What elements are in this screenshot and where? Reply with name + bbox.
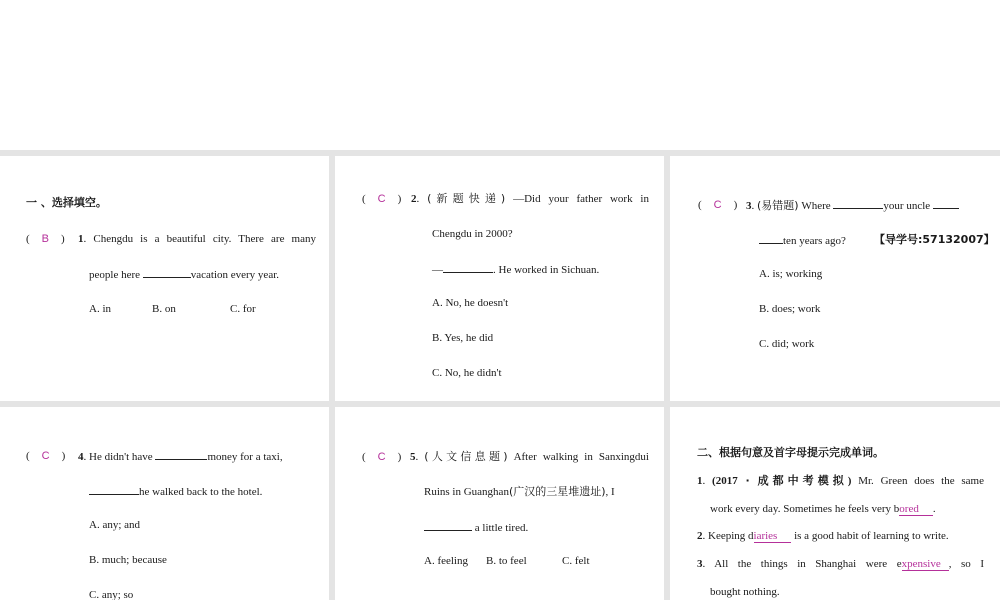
- question-3-blank-1: [833, 198, 883, 209]
- question-2-tag: (新题快递): [427, 192, 506, 205]
- question-3-blank-2b: [759, 233, 783, 244]
- question-4-blank-2: [89, 484, 139, 495]
- question-5-tag: (人文信息题): [424, 450, 508, 463]
- question-5-answer: C: [377, 451, 386, 463]
- section-2-item-1-answer: ored: [899, 503, 933, 516]
- section-2-title: 二、根据句意及首字母提示完成单词。: [697, 446, 884, 459]
- question-4-option-a: A. any; and: [89, 519, 141, 531]
- question-4-line-1: 4. He didn't have money for a taxi,: [78, 451, 283, 463]
- section-2-item-2: 2. Keeping diaries is a good habit of learning to write.: [697, 530, 949, 542]
- question-2-line-1: 2. (新题快递) —Did your father work in: [411, 192, 649, 205]
- question-4-option-b: B. much; because: [89, 554, 167, 566]
- question-2-answer-bracket: ( C ): [362, 193, 402, 205]
- question-1-line-1: 1. Chengdu is a beautiful city. There are many: [78, 233, 316, 245]
- question-2-answer: C: [377, 193, 386, 205]
- question-5-line-3: a little tired.: [424, 520, 528, 535]
- panel-question-4: [0, 407, 329, 600]
- panel-section-2: [670, 407, 1000, 600]
- section-2-item-3-line-2: bought nothing.: [710, 586, 780, 598]
- question-4-answer: C: [41, 450, 50, 462]
- question-1-blank: [143, 267, 191, 278]
- question-4-answer-bracket: ( C ): [26, 450, 66, 462]
- question-5-answer-bracket: ( C ): [362, 451, 402, 463]
- question-1-answer: B: [41, 233, 50, 245]
- section-2-item-3-line-1: 3. All the things in Shanghai were expensive , so I: [697, 558, 984, 570]
- question-3-option-b: B. does; work: [759, 303, 821, 315]
- panel-question-3: [670, 156, 1000, 401]
- question-2-line-3: — . He worked in Sichuan.: [432, 264, 600, 276]
- question-5-option-b: B. to feel: [486, 555, 527, 567]
- question-1-answer-bracket: ( B ): [26, 233, 65, 245]
- question-3-guide-number: 【导学号:57132007】: [874, 233, 995, 246]
- question-1-line-2: people here vacation every year.: [89, 269, 280, 281]
- question-2-blank: [443, 262, 493, 273]
- top-blank-area: [0, 0, 1000, 150]
- question-4-line-2: he walked back to the hotel.: [89, 484, 262, 499]
- panel-question-5: [335, 407, 664, 600]
- question-3-answer: C: [713, 199, 722, 211]
- question-2-option-c: C. No, he didn't: [432, 367, 502, 379]
- question-2-option-a: A. No, he doesn't: [432, 297, 509, 309]
- section-2-item-2-answer: iaries: [754, 530, 792, 543]
- question-5-option-a: A. feeling: [424, 555, 468, 567]
- panel-question-1: [0, 156, 329, 401]
- question-5-line-1: 5. (人文信息题) After walking in Sanxingdui: [410, 450, 649, 463]
- question-3-tag: (易错题): [757, 199, 799, 212]
- question-2-line-2: Chengdu in 2000?: [432, 228, 513, 240]
- section-2-item-1-line-2: work every day. Sometimes he feels very bored .: [710, 503, 936, 515]
- question-5-blank: [424, 520, 472, 531]
- question-3-blank-2a: [933, 198, 959, 209]
- question-2-option-b: B. Yes, he did: [432, 332, 494, 344]
- question-4-option-c: C. any; so: [89, 589, 134, 600]
- question-1-option-a: A. in: [89, 303, 111, 315]
- question-1-option-b: B. on: [152, 303, 176, 315]
- question-3-option-c: C. did; work: [759, 338, 815, 350]
- question-3-line-2: ten years ago?: [759, 233, 846, 248]
- question-5-option-c: C. felt: [562, 555, 590, 567]
- question-3-option-a: A. is; working: [759, 268, 823, 280]
- section-1-title: 一 、选择填空。: [26, 196, 107, 209]
- panel-question-2: [335, 156, 664, 401]
- question-3-line-1: 3. (易错题) Where your uncle: [746, 198, 959, 213]
- question-3-answer-bracket: ( C ): [698, 199, 738, 211]
- question-1-option-c: C. for: [230, 303, 256, 315]
- section-2-item-3-answer: xpensive: [902, 558, 949, 571]
- question-5-line-2: Ruins in Guanghan(广汉的三星堆遗址), I: [424, 485, 615, 498]
- section-2-item-1-line-1: 1. (2017 · 成都中考模拟) Mr. Green does the same: [697, 474, 984, 487]
- question-4-blank-1: [155, 449, 207, 460]
